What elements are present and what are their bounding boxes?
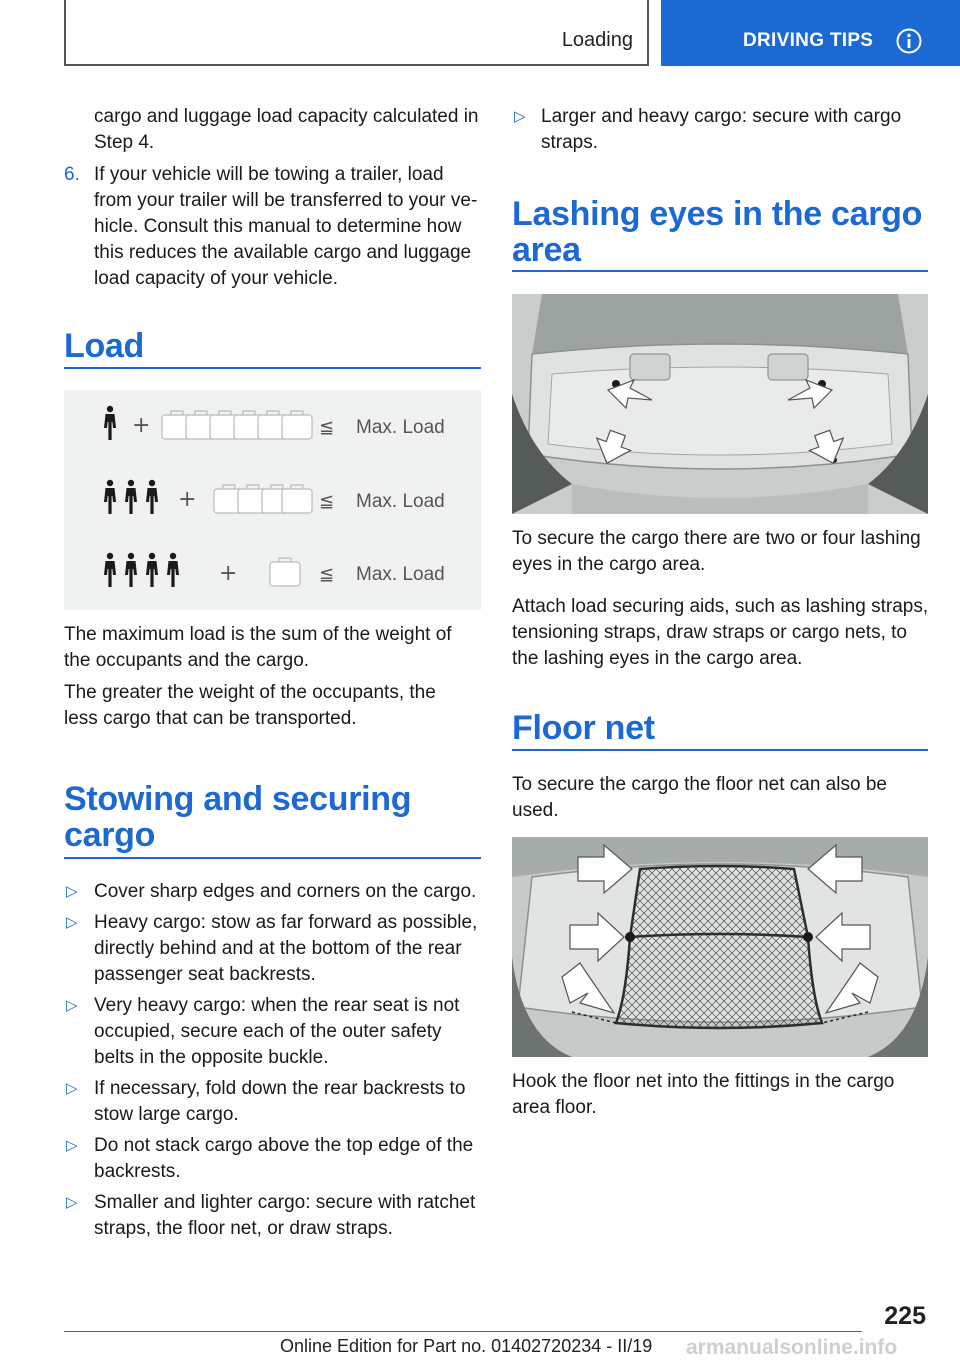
header-section-title: Loading xyxy=(561,29,633,51)
row1-label: Max. Load xyxy=(356,417,445,438)
stowing-item-2-line-3: passenger seat backrests. xyxy=(94,964,316,985)
row3-cases xyxy=(270,558,300,586)
row2-label: Max. Load xyxy=(356,491,445,512)
stowing-item-1-line-1: Cover sharp edges and corners on the cargo. xyxy=(94,881,477,902)
bullet-icon: ▷ xyxy=(514,108,526,125)
lashing-para1-line-1: To secure the cargo there are two or four lashing xyxy=(512,528,921,549)
lashing-para2-line-3: the lashing eyes in the cargo area. xyxy=(512,648,803,669)
floor-net-figure xyxy=(512,837,928,1057)
load-diagram xyxy=(64,390,481,610)
stowing-heading-rule xyxy=(64,857,481,859)
floor-para1-line-1: To secure the cargo the floor net can also be xyxy=(512,774,887,795)
load-para1-line-1: The maximum load is the sum of the weight of xyxy=(64,624,452,645)
lashing-para1-line-2: eyes in the cargo area. xyxy=(512,554,706,575)
bullet-icon: ▷ xyxy=(66,1137,78,1154)
stowing-item-7-line-2: straps. xyxy=(541,132,599,153)
step6-line-4: this reduces the available cargo and luggage xyxy=(94,242,472,263)
lashing-heading-line-2: area xyxy=(512,231,581,269)
stowing-item-6-line-2: straps, the floor net, or draw straps. xyxy=(94,1218,393,1239)
row2-persons xyxy=(104,480,158,514)
header-section-box xyxy=(64,0,649,66)
edition-text: Online Edition for Part no. 01402720234 - II/19 xyxy=(280,1336,653,1356)
page-number: 225 xyxy=(884,1302,926,1330)
step6-line-3: hicle. Consult this manual to determine how xyxy=(94,216,462,237)
floor-para1-line-2: used. xyxy=(512,800,559,821)
floor-net-illustration xyxy=(512,837,928,1057)
row1-cases xyxy=(162,411,312,439)
stowing-item-2-line-1: Heavy cargo: stow as far forward as possible, xyxy=(94,912,478,933)
stowing-item-4-line-1: If necessary, fold down the rear backrests to xyxy=(94,1078,466,1099)
floor-net-heading: Floor net xyxy=(512,709,655,747)
stowing-item-5-line-1: Do not stack cargo above the top edge of the xyxy=(94,1135,474,1156)
lashing-heading-rule xyxy=(512,270,928,272)
footer-rule xyxy=(64,1331,862,1332)
floor-para2-line-2: area floor. xyxy=(512,1097,597,1118)
bullet-icon: ▷ xyxy=(66,997,78,1014)
header-chapter-tab[interactable] xyxy=(661,0,960,66)
row2-cases xyxy=(214,485,312,513)
step6-line-5: load capacity of your vehicle. xyxy=(94,268,338,289)
watermark-text: armanualsonline.info xyxy=(686,1336,898,1359)
lashing-para2-line-2: tensioning straps, draw straps or cargo nets, to xyxy=(512,622,907,643)
stowing-item-3-line-3: belts in the opposite buckle. xyxy=(94,1047,329,1068)
step6-line-2: from your trailer will be transferred to your ve- xyxy=(94,190,478,211)
intro-line-1: cargo and luggage load capacity calculated in xyxy=(94,106,479,127)
row3-label: Max. Load xyxy=(356,564,445,585)
load-para2-line-1: The greater the weight of the occupants, the xyxy=(64,682,436,703)
lashing-eyes-figure xyxy=(512,294,928,514)
load-figure xyxy=(64,390,481,610)
row1-relation: ≦ xyxy=(319,417,335,438)
stowing-heading-line-1: Stowing and securing xyxy=(64,780,412,818)
stowing-item-7-line-1: Larger and heavy cargo: secure with cargo xyxy=(541,106,902,127)
load-para2-line-2: less cargo that can be transported. xyxy=(64,708,357,729)
svg-text:+: + xyxy=(178,487,197,512)
row3-relation: ≦ xyxy=(319,564,335,585)
load-para1-line-2: the occupants and the cargo. xyxy=(64,650,310,671)
trunk-illustration xyxy=(512,294,928,514)
load-heading: Load xyxy=(64,327,145,365)
stowing-item-3-line-1: Very heavy cargo: when the rear seat is not xyxy=(94,995,460,1016)
step-number: 6. xyxy=(64,164,80,185)
load-heading-rule xyxy=(64,367,481,369)
svg-text:+: + xyxy=(132,413,151,438)
stowing-item-4-line-2: stow large cargo. xyxy=(94,1104,239,1125)
stowing-item-6-line-1: Smaller and lighter cargo: secure with ratchet xyxy=(94,1192,476,1213)
bullet-icon: ▷ xyxy=(66,1080,78,1097)
row1-persons xyxy=(104,406,116,440)
bullet-icon: ▷ xyxy=(66,1194,78,1211)
bullet-icon: ▷ xyxy=(66,914,78,931)
stowing-item-5-line-2: backrests. xyxy=(94,1161,181,1182)
info-icon[interactable] xyxy=(896,28,922,54)
stowing-heading-line-2: cargo xyxy=(64,816,156,854)
floor-net-heading-rule xyxy=(512,749,928,751)
lashing-para2-line-1: Attach load securing aids, such as lashing straps, xyxy=(512,596,929,617)
bullet-icon: ▷ xyxy=(66,883,78,900)
stowing-item-2-line-2: directly behind and at the bottom of the rear xyxy=(94,938,462,959)
row2-relation: ≦ xyxy=(319,491,335,512)
intro-line-2: Step 4. xyxy=(94,132,155,153)
step6-line-1: If your vehicle will be towing a trailer, load xyxy=(94,164,444,185)
svg-text:+: + xyxy=(219,561,238,586)
header-chapter-label: DRIVING TIPS xyxy=(743,30,874,51)
stowing-item-3-line-2: occupied, secure each of the outer safety xyxy=(94,1021,442,1042)
floor-para2-line-1: Hook the floor net into the fittings in the cargo xyxy=(512,1071,895,1092)
lashing-heading-line-1: Lashing eyes in the cargo xyxy=(512,195,923,233)
row3-persons xyxy=(104,553,179,587)
